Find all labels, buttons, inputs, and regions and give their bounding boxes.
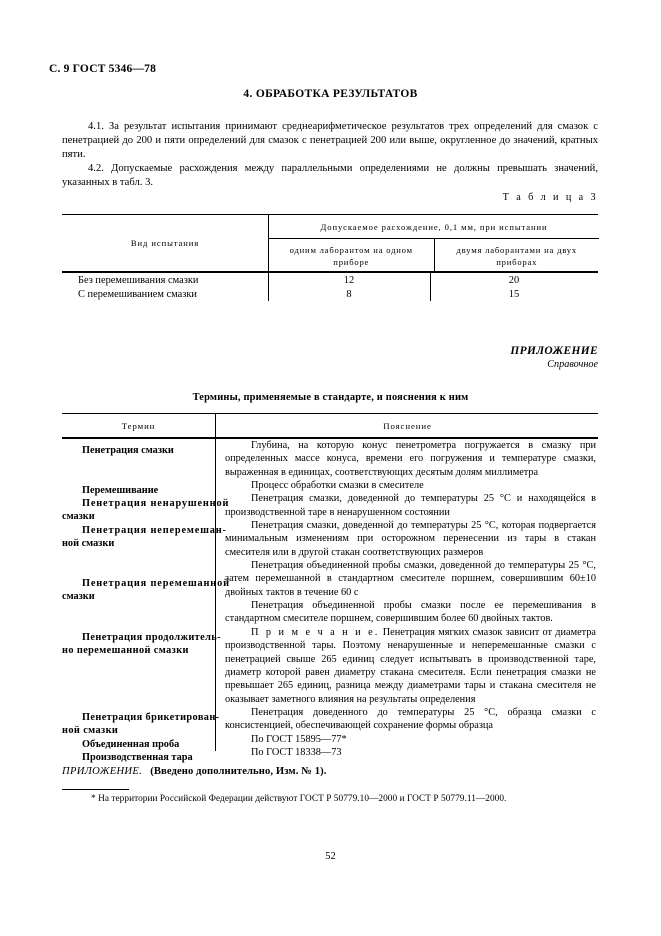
term-penetration-prolonged-worked: Пенетрация продолжитель- но перемешанной смазки xyxy=(62,632,221,657)
table3-body-inner xyxy=(62,273,598,301)
table-cell: 15 xyxy=(508,288,520,300)
term-penetration-worked: Пенетрация перемешанной смазки xyxy=(62,578,230,603)
explanation-penetration-prolonged-worked: Пенетрация объединенной пробы смазки после ее перемешивания в стандартном смесителе поршнем, совершившим более 60 двойных тактов. xyxy=(225,600,596,625)
terms-table-heading: Термины, применяемые в стандарте, и пояснения к ним xyxy=(192,392,469,403)
term-penetration-block: Пенетрация брикетирован- ной смазки xyxy=(62,712,220,737)
term-penetration-unworked: Пенетрация неперемешан- ной смазки xyxy=(62,525,227,550)
page-number: 52 xyxy=(325,851,336,862)
appendix-footer-italic: ПРИЛОЖЕНИЕ. xyxy=(62,766,143,777)
appendix-subtitle: Справочное xyxy=(547,359,598,370)
table3-header-one-operator: одним лаборантом на одном приборе xyxy=(289,244,413,267)
appendix-title: ПРИЛОЖЕНИЕ xyxy=(510,345,598,357)
table3-row-names xyxy=(62,273,268,301)
explanation-penetration-undisturbed: Пенетрация смазки, доведенной до температуры 25 °С и находящейся в производственной таре в ненарушенном состоянии xyxy=(225,493,596,518)
section-heading: 4. ОБРАБОТКА РЕЗУЛЬТАТОВ xyxy=(243,88,418,100)
table3-header-two-operators: двумя лаборантами на двух приборах xyxy=(434,239,600,272)
footnote-rule xyxy=(62,789,129,790)
term-mixing: Перемешивание xyxy=(82,485,159,496)
table3-caption: Т а б л и ц а 3 xyxy=(502,192,598,203)
terms-header-term: Термин xyxy=(121,420,156,431)
explanation-penetration-worked: Пенетрация объединенной пробы смазки, доведенной до температуры 25 °С, затем перемешанной в стандартном смесителе поршнем, совершившим 60±10 двойных тактов в течение 60 с xyxy=(225,560,596,598)
body-text xyxy=(62,120,598,190)
table3-header-span: Допускаемое расхождение, 0,1 мм, при испытании xyxy=(269,215,599,239)
explanation-penetration-block: Пенетрация доведенного до температуры 25 °С, образца смазки с консистенцией, обеспечивающей сохранение формы образца xyxy=(225,706,596,732)
footnote-text: * На территории Российской Федерации действуют ГОСТ Р 50779.10—2000 и ГОСТ Р 50779.11—2000. xyxy=(91,794,507,804)
explanations-column xyxy=(215,439,598,759)
note-text: Пенетрация мягких смазок зависит от диаметра производственной тары. Поэтому ненарушенные и неперемешанные смазки с пенетрацией свыше 265 единиц следует испытывать в производственной таре, диаметр которой равен диаметру стакана смесителя. Если пенетрация смазки не превышает 265 единиц, разница между диаметрами тары и стакана смесителя не оказывает заметного влияния на результаты определения xyxy=(225,626,596,705)
note-label: П р и м е ч а н и е. xyxy=(251,626,380,638)
terms-header-explanation: Пояснение xyxy=(215,414,599,437)
table-row: Без перемешивания смазки xyxy=(78,275,199,286)
term-penetration-grease: Пенетрация смазки xyxy=(82,445,174,456)
table3-body xyxy=(62,271,598,301)
table3-header-subrow xyxy=(269,239,599,272)
appendix-label xyxy=(62,345,598,370)
terms-table-body xyxy=(62,437,598,763)
explanation-mixing: Процесс обработки смазки в смесителе xyxy=(251,480,424,492)
table3-header-right xyxy=(268,215,599,271)
term-combined-sample: Объединенная проба xyxy=(82,739,180,750)
table3-col-one-operator xyxy=(268,273,430,301)
paragraph-4-1: 4.1. За результат испытания принимают среднеарифметическое результатов трех определений для смазок с пенетрацией до 200 и пяти определений для смазок с пенетрацией 200 или выше, округленное до значений, кратных пяти. xyxy=(62,121,598,161)
table-cell: 8 xyxy=(346,288,352,300)
term-production-container: Производственная тара xyxy=(82,752,193,763)
table3-header-test-type: Вид испытания xyxy=(130,238,200,248)
table3-col-two-operators xyxy=(430,273,598,301)
explanation-penetration-grease: Глубина, на которую конус пенетрометра погружается в смазку при определенных массе конуса, времени его погружения и температуре смазки, выраженная в единицах, соответствующих десятым долям миллиметра xyxy=(225,440,596,478)
table-cell: 12 xyxy=(343,275,355,286)
appendix-footer-bold: (Введено дополнительно, Изм. № 1). xyxy=(144,766,327,777)
table3 xyxy=(62,214,598,299)
explanation-combined-sample: По ГОСТ 15895—77* xyxy=(251,733,347,745)
explanation-production-container: По ГОСТ 18338—73 xyxy=(251,746,342,758)
terms-table-header xyxy=(62,414,598,437)
table-cell: 20 xyxy=(508,275,520,286)
terms-table xyxy=(62,413,598,763)
appendix-footer-note xyxy=(62,766,326,777)
table3-header xyxy=(62,215,598,271)
running-head: С. 9 ГОСТ 5346—78 xyxy=(49,63,157,75)
explanation-note xyxy=(225,626,596,706)
paragraph-4-2: 4.2. Допускаемые расхождения между параллельными определениями не должны превышать значений, указанных в табл. 3. xyxy=(62,163,598,189)
explanation-penetration-unworked: Пенетрация смазки, доведенной до температуры 25 °С, которая подвергается минимальным изменениям при осторожном перенесении из тары в стакан смесителя или в другой стакан соответствующих размеров xyxy=(225,520,596,558)
table-row: С перемешиванием смазки xyxy=(78,288,197,300)
term-penetration-undisturbed: Пенетрация ненарушенной смазки xyxy=(62,498,230,523)
